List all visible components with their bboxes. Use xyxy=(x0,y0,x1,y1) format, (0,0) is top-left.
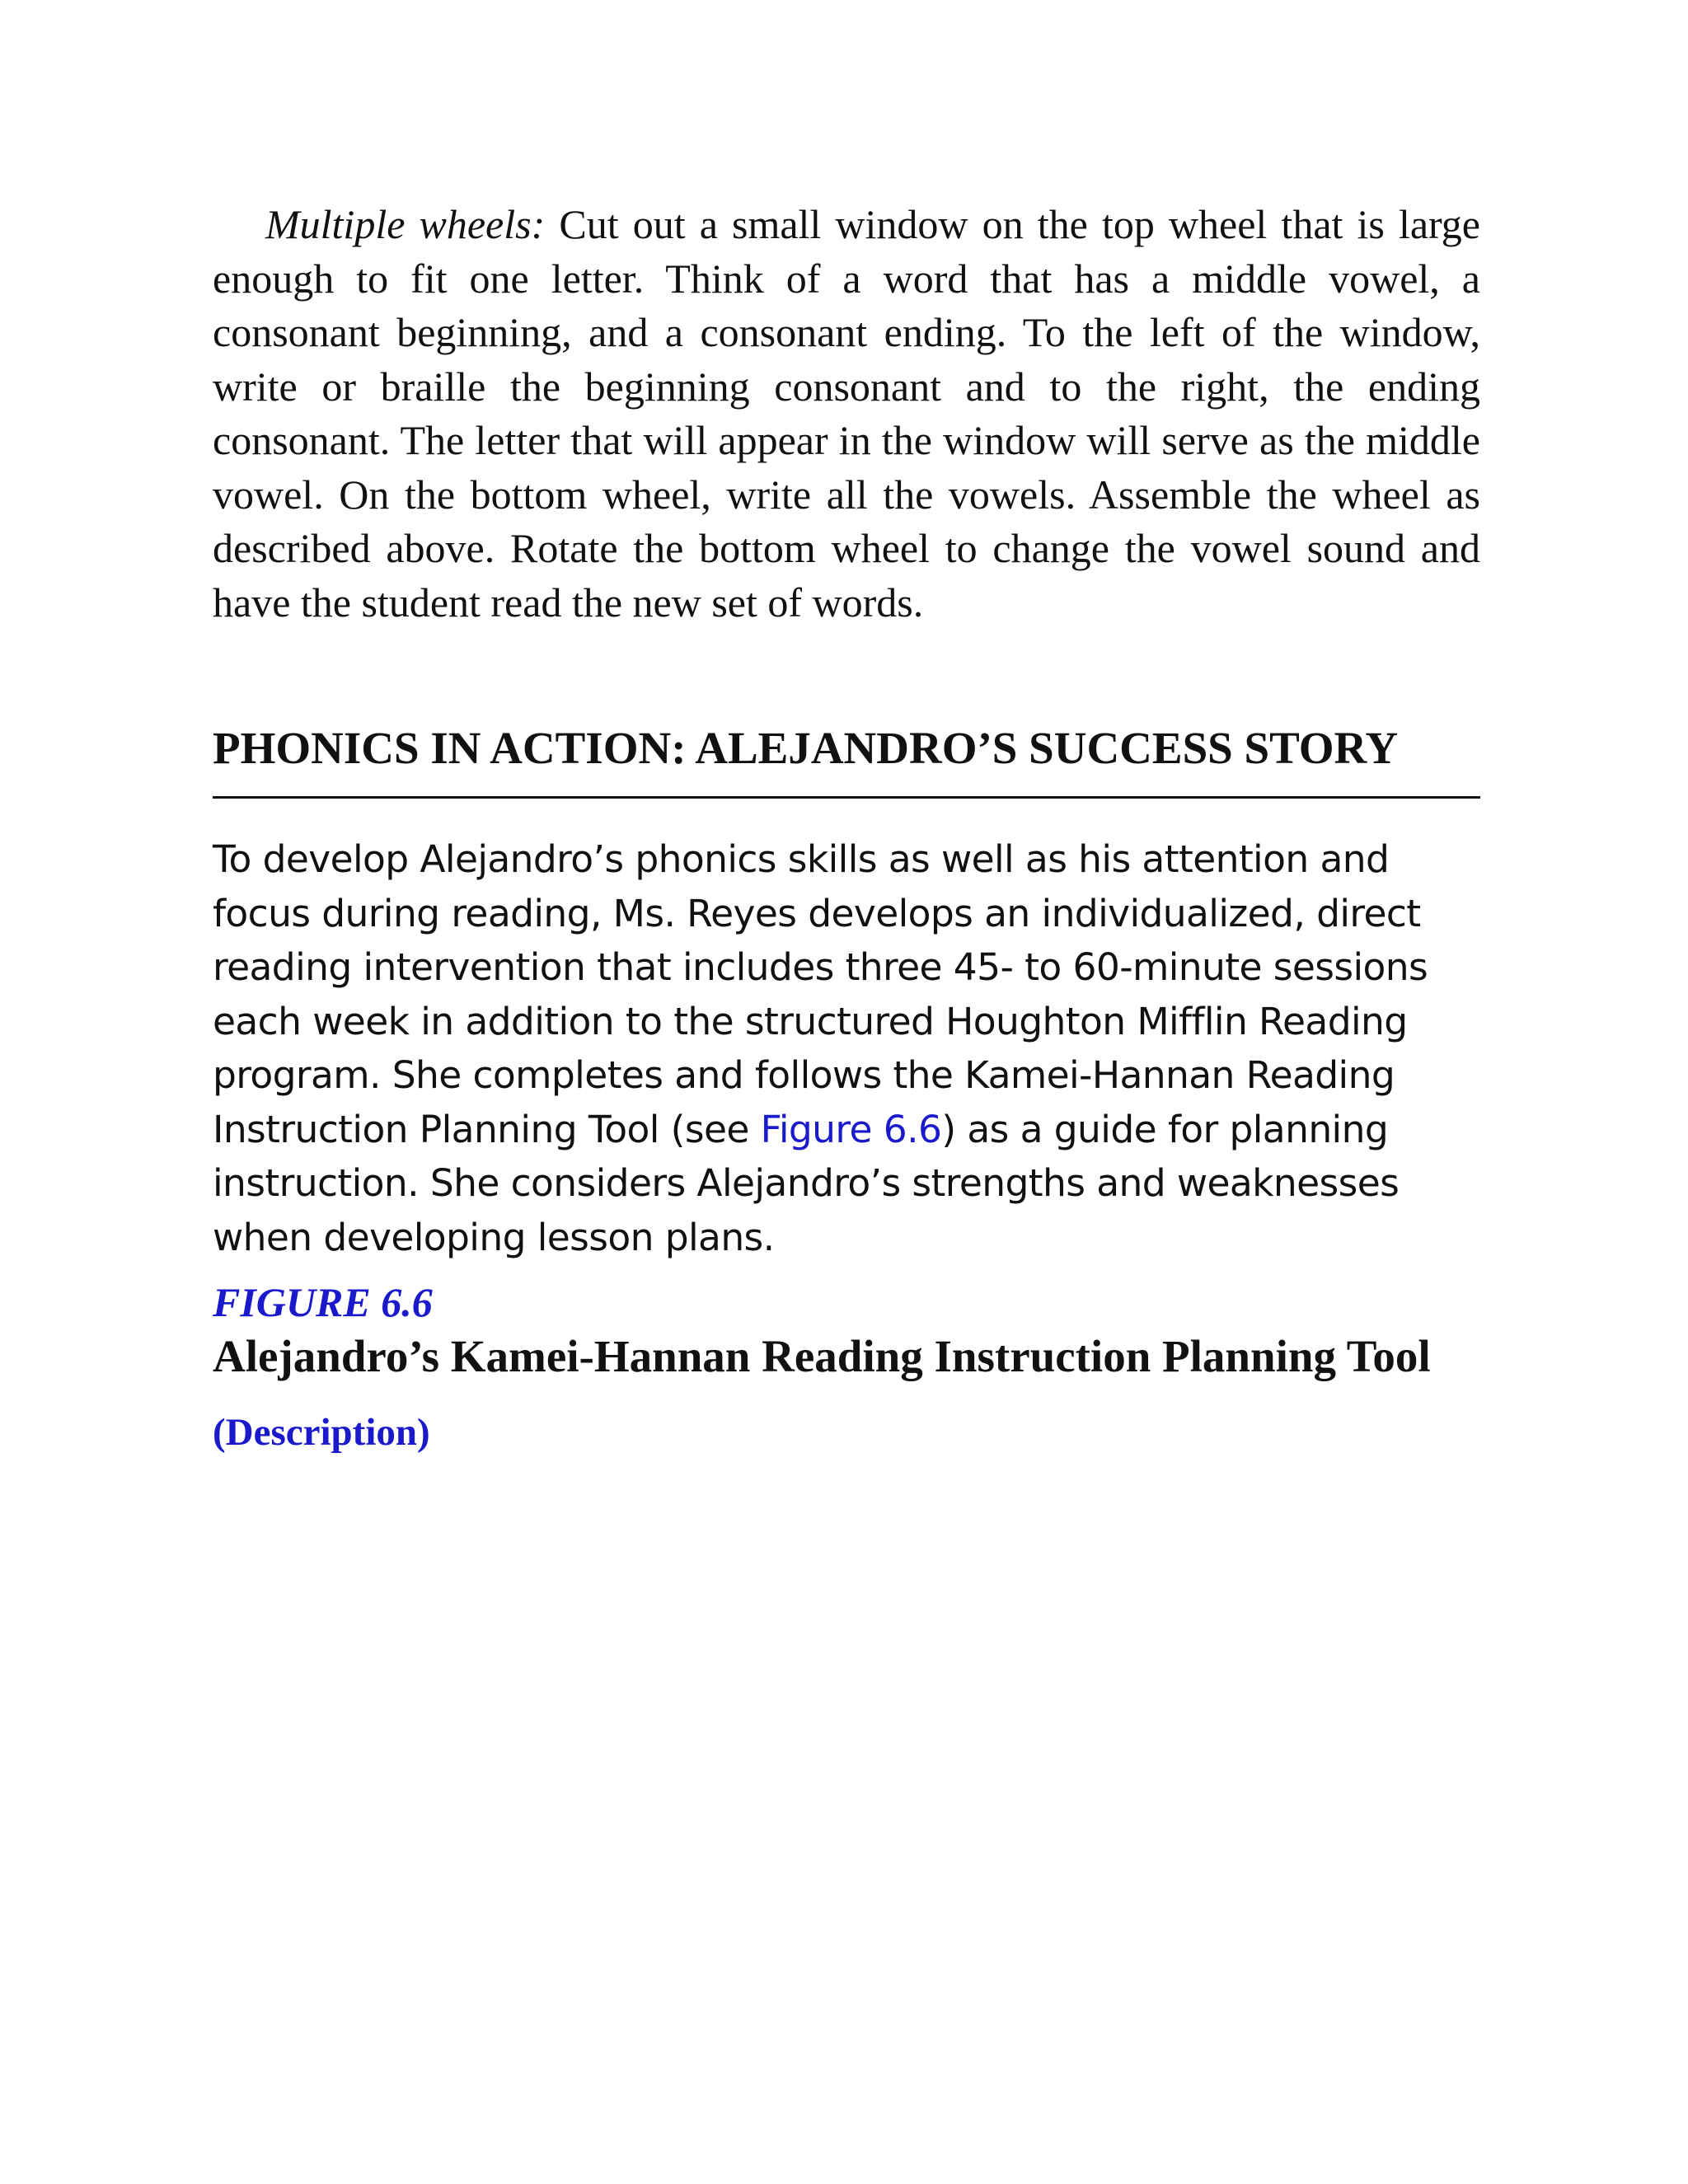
multiple-wheels-lead: Multiple wheels: xyxy=(265,201,546,247)
multiple-wheels-text: Cut out a small window on the top wheel that is large enough to fit one letter. Think of a word that has a middle vowel, a consonant beginning, and a consonant ending. To the left of the window, write or braille the beginning consonant and to the right, the ending consonant. The letter that will appear in the window will serve as the middle vowel. On the bottom wheel, write all the vowels. Assemble the wheel as described above. Rotate the bottom wheel to change the vowel sound and have the student read the new set of words. xyxy=(213,201,1480,626)
page-content xyxy=(213,198,1480,1454)
multiple-wheels-paragraph xyxy=(213,198,1480,630)
section-heading: PHONICS IN ACTION: ALEJANDRO’S SUCCESS STORY xyxy=(213,722,1480,799)
paragraph-text-before-link: To develop Alejandro’s phonics skills as well as his attention and focus during reading, Ms. Reyes develops an individualized, direct reading intervention that includes three 45- to 60-minute sessions each week in addition to the structured Houghton Mifflin Reading program. She completes and follows the Kamei-Hannan Reading Instruction Planning Tool (see xyxy=(213,837,1428,1151)
alejandro-intro-paragraph xyxy=(213,832,1480,1264)
paragraph-text-after-link: ) as a guide for planning instruction. She considers Alejandro’s strengths and weaknesses when developing lesson plans. xyxy=(213,1107,1400,1259)
figure-title: Alejandro’s Kamei-Hannan Reading Instruction Planning Tool xyxy=(213,1331,1431,1381)
figure-6-6-link[interactable]: Figure 6.6 xyxy=(760,1107,942,1151)
figure-description-link[interactable]: (Description) xyxy=(213,1411,430,1454)
figure-label: FIGURE 6.6 xyxy=(213,1279,433,1325)
